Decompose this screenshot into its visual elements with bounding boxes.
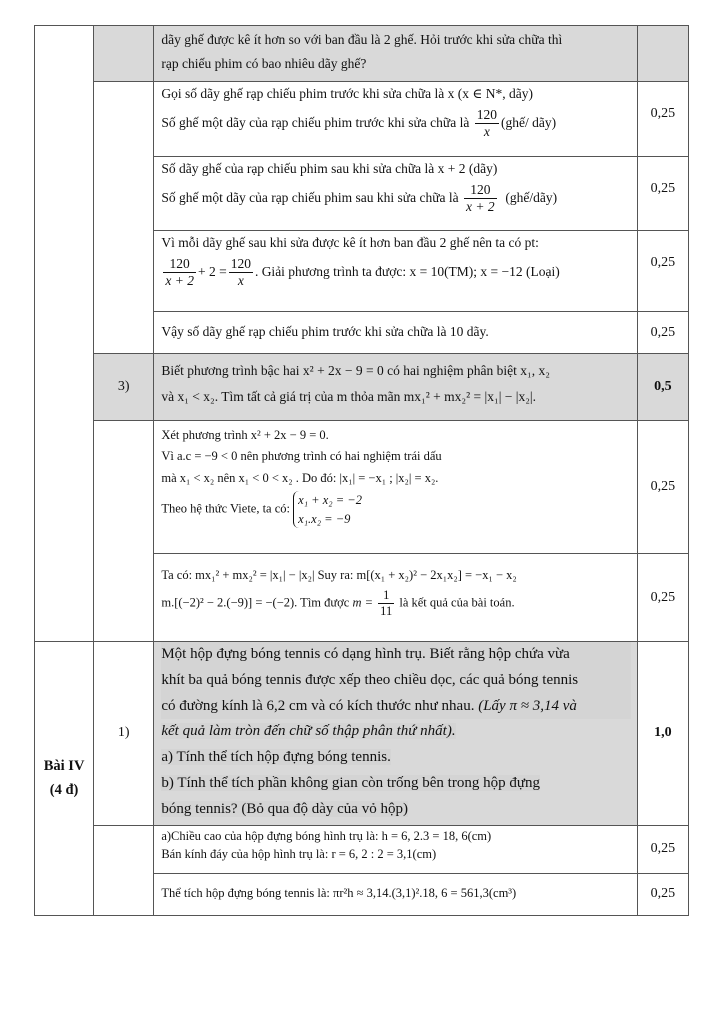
question-number: 3) <box>117 379 130 394</box>
question-number-cell <box>94 642 154 826</box>
question-text: Một hộp đựng bóng tennis có dạng hình trụ. Biết rằng hộp chứa vừa <box>161 642 630 668</box>
section-title: Bài IV <box>43 757 85 774</box>
score-value: 1,0 <box>654 725 672 741</box>
question-text: a) Tính thể tích hộp đựng bóng tennis. <box>161 749 391 766</box>
score-cell <box>637 354 688 421</box>
answer-cell <box>154 554 637 642</box>
equation: x₁.x₂ = −9 <box>298 511 351 526</box>
score-cell <box>637 82 688 157</box>
score-cell <box>637 554 688 642</box>
fraction <box>163 256 196 289</box>
answer-text: Số dãy ghế của rạp chiếu phim sau khi sửa chữa là x + 2 (dãy) <box>161 161 498 176</box>
fraction-numerator: 120 <box>464 182 497 199</box>
answer-cell <box>154 312 637 354</box>
answer-cell <box>154 231 637 312</box>
question-text-cell <box>154 642 637 826</box>
fraction-numerator: 1 <box>378 588 394 604</box>
score-value: 0,25 <box>650 324 676 340</box>
fraction-numerator: 120 <box>475 107 499 124</box>
fraction-numerator: 120 <box>229 256 253 273</box>
fraction-denominator: x <box>483 124 490 140</box>
math-text: + 2 = <box>197 263 227 279</box>
score-cell <box>637 312 688 354</box>
fraction-denominator: 11 <box>380 604 393 619</box>
fraction-numerator: 120 <box>163 256 196 273</box>
question-number-cell <box>94 825 154 915</box>
answer-text: Số ghế một dãy của rạp chiếu phim trước khi sửa chữa là <box>161 114 470 130</box>
solution-table <box>34 25 689 916</box>
section-points: (4 đ) <box>49 782 79 799</box>
fraction-denominator: x <box>237 273 244 289</box>
answer-text: Ta có: mx₁² + mx₂² = |x₁| − |x₂| Suy ra: m[(x₁ + x₂)² − 2x₁x₂] = −x₁ − x₂ <box>161 568 517 582</box>
answer-text: m.[(−2)² − 2.(−9)] = −(−2). Tìm được <box>161 595 350 610</box>
score-cell <box>637 873 688 915</box>
question-text: và x₁ < x₂. Tìm tất cả giá trị của m thỏa mãn mx₁² + mx₂² = |x₁| − |x₂|. <box>161 388 537 404</box>
answer-text: Số ghế một dãy của rạp chiếu phim sau khi sửa chữa là <box>161 189 459 205</box>
section-cell <box>35 642 94 916</box>
score-cell <box>637 26 688 82</box>
fraction <box>378 588 394 619</box>
question-text: khít ba quả bóng tennis được xếp theo chiều dọc, các quả bóng tennis <box>161 668 630 694</box>
answer-text: . Giải phương trình ta được: x = 10(TM); x = −12 (Loại) <box>254 263 560 279</box>
equation: x₁ + x₂ = −2 <box>298 492 362 507</box>
question-text: rạp chiếu phim có bao nhiêu dãy ghế? <box>161 55 367 71</box>
fraction <box>229 256 253 289</box>
section-cell-empty <box>35 26 94 642</box>
question-number: 1) <box>117 725 130 741</box>
unit-text: (ghế/ dãy) <box>500 114 557 130</box>
equation-system <box>293 491 362 529</box>
answer-cell <box>154 421 637 554</box>
answer-text: Thể tích hộp đựng bóng tennis là: πr²h ≈ 3,14.(3,1)².18, 6 = 561,3(cm³) <box>161 886 517 901</box>
question-text-cell <box>154 26 637 82</box>
question-text-cell <box>154 354 637 421</box>
score-value: 0,25 <box>650 841 676 857</box>
answer-text: Vì mỗi dãy ghế sau khi sửa được kê ít hơn ban đầu 2 ghế nên ta có pt: <box>161 235 539 250</box>
question-note: (Lấy π ≈ 3,14 và <box>478 697 577 714</box>
fraction-denominator: x + 2 <box>165 273 194 289</box>
score-value: 0,25 <box>650 255 676 270</box>
answer-cell <box>154 873 637 915</box>
score-value: 0,25 <box>650 886 676 902</box>
score-value: 0,5 <box>654 379 672 394</box>
question-text: b) Tính thể tích phần không gian còn trống bên trong hộp đựng <box>161 774 540 791</box>
question-text: bóng tennis? (Bỏ qua độ dày của vỏ hộp) <box>161 800 408 817</box>
question-text: có đường kính là 6,2 cm và có kích thước như nhau. <box>161 697 475 714</box>
math-text: m = <box>352 595 374 610</box>
answer-cell <box>154 82 637 157</box>
answer-text: Xét phương trình x² + 2x − 9 = 0. <box>161 428 329 442</box>
score-value: 0,25 <box>650 181 676 196</box>
answer-text: Vậy số dãy ghế rạp chiếu phim trước khi sửa chữa là 10 dãy. <box>161 324 489 340</box>
score-cell <box>637 421 688 554</box>
question-number-cell <box>94 26 154 82</box>
answer-text: Theo hệ thức Viete, ta có: <box>161 501 291 516</box>
question-number-cell <box>94 354 154 421</box>
fraction-denominator: x + 2 <box>466 199 495 215</box>
answer-text: Bán kính đáy của hộp hình trụ là: r = 6, 2 : 2 = 3,1(cm) <box>161 847 437 862</box>
score-cell <box>637 825 688 873</box>
answer-cell <box>154 157 637 231</box>
answer-text: mà x₁ < x₂ nên x₁ < 0 < x₂ . Do đó: |x₁| = −x₁ ; |x₂| = x₂. <box>161 470 439 485</box>
score-value: 0,25 <box>650 589 676 605</box>
answer-text: Gọi số dãy ghế rạp chiếu phim trước khi sửa chữa là x (x ∈ N*, dãy) <box>161 86 533 101</box>
question-note: kết quả làm tròn đến chữ số thập phân thứ nhất). <box>161 723 456 740</box>
score-value: 0,25 <box>650 106 676 121</box>
score-cell <box>637 231 688 312</box>
question-text: Biết phương trình bậc hai x² + 2x − 9 = 0 có hai nghiệm phân biệt x₁, x₂ <box>161 363 550 378</box>
score-cell <box>637 642 688 826</box>
answer-text: Vì a.c = −9 < 0 nên phương trình có hai nghiệm trái dấu <box>161 449 442 464</box>
fraction <box>475 107 499 140</box>
question-number-cell <box>94 421 154 642</box>
question-number-cell <box>94 82 154 354</box>
unit-text: (ghế/dãy) <box>505 189 558 205</box>
answer-text: a)Chiều cao của hộp đựng bóng hình trụ là: h = 6, 2.3 = 18, 6(cm) <box>161 828 492 843</box>
answer-text: là kết quả của bài toán. <box>399 595 515 610</box>
score-cell <box>637 157 688 231</box>
fraction <box>464 182 497 215</box>
score-value: 0,25 <box>650 479 676 494</box>
question-text: dãy ghế được kê ít hơn so với ban đầu là 2 ghế. Hỏi trước khi sửa chữa thì <box>161 32 563 47</box>
answer-cell <box>154 825 637 873</box>
